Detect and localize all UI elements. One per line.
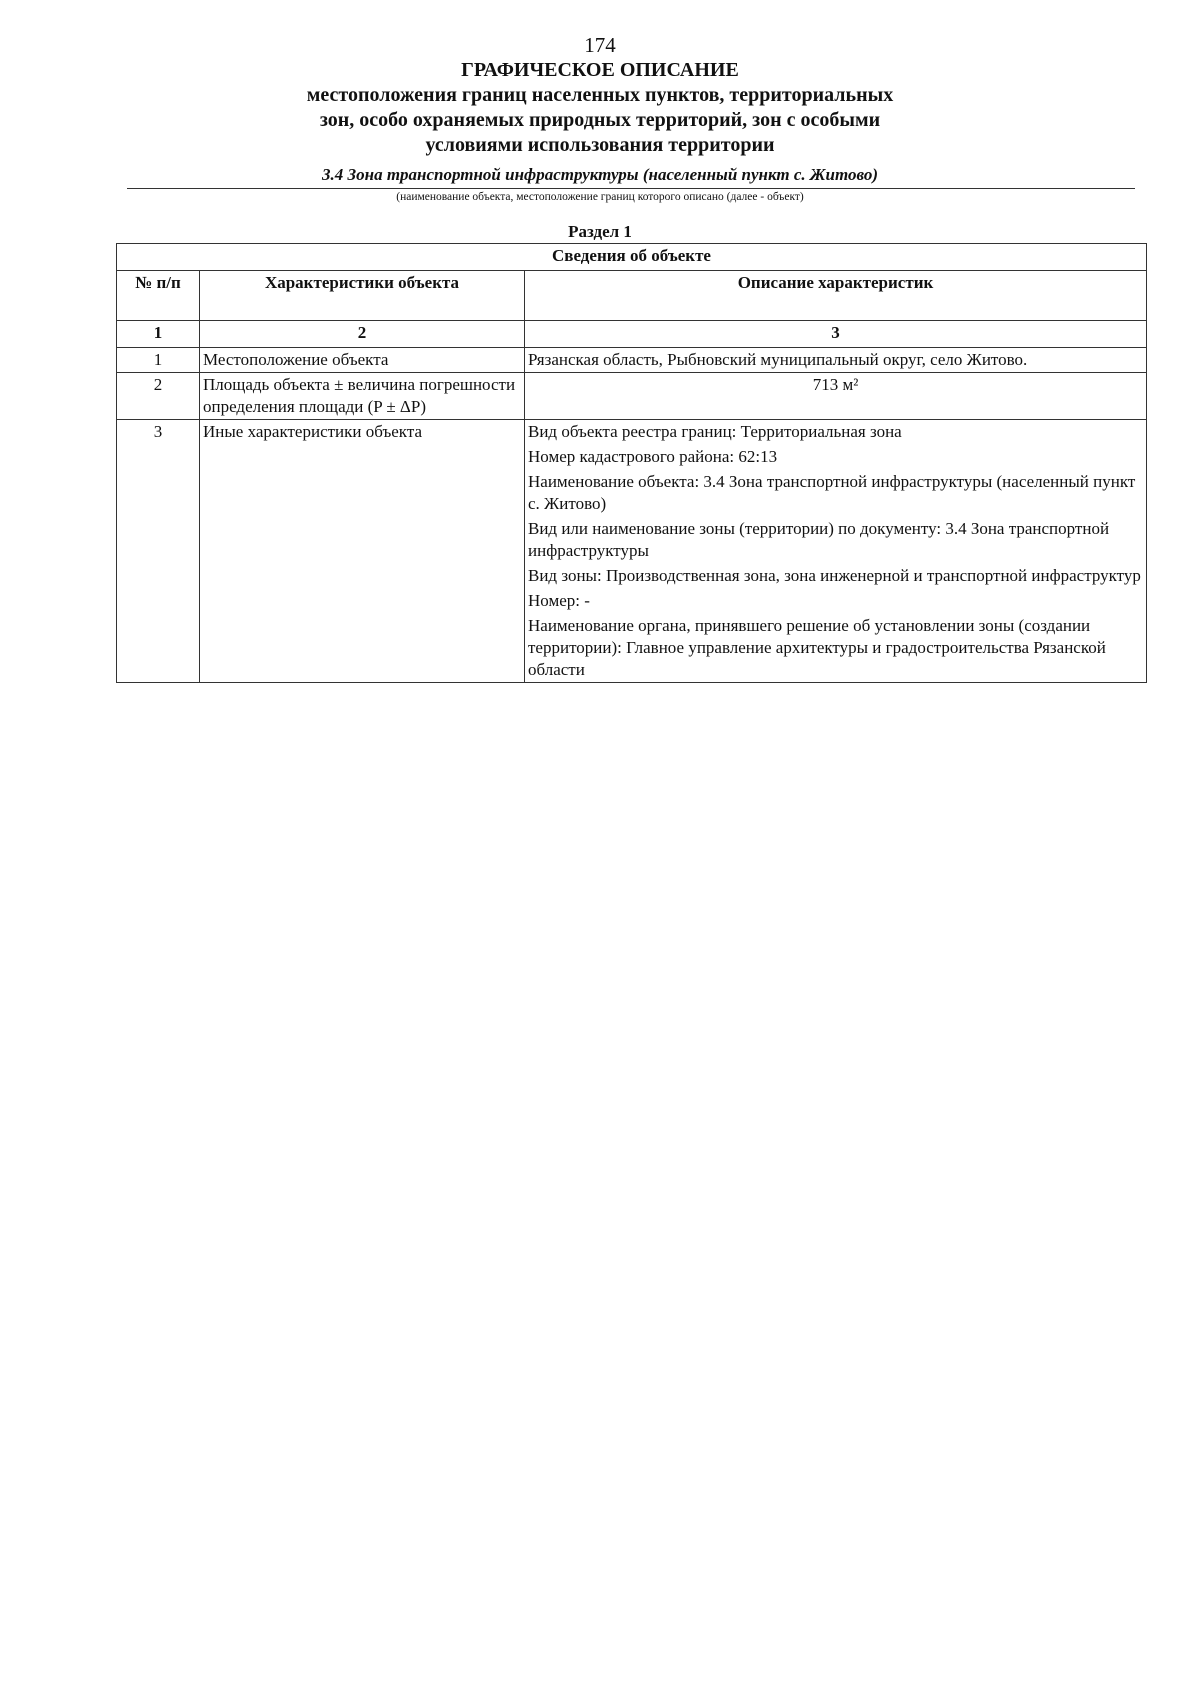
object-name: 3.4 Зона транспортной инфраструктуры (населенный пункт с. Житово) — [322, 165, 878, 184]
table-row — [117, 373, 1147, 420]
row-number: 3 — [117, 420, 200, 683]
column-number-2: 2 — [200, 321, 525, 348]
column-number-1: 1 — [117, 321, 200, 348]
row-number: 2 — [117, 373, 200, 420]
document-subtitle-line-3: условиями использования территории — [425, 134, 775, 156]
column-header-characteristic: Характеристики объекта — [200, 271, 525, 321]
object-name-caption: (наименование объекта, местоположение границ которого описано (далее - объект) — [396, 191, 804, 203]
table-row — [117, 348, 1147, 373]
table-row — [117, 420, 1147, 683]
row-characteristic: Местоположение объекта — [200, 348, 525, 373]
table-caption: Сведения об объекте — [117, 244, 1147, 271]
description-paragraph: Вид или наименование зоны (территории) по документу: 3.4 Зона транспортной инфраструктуры — [528, 519, 1110, 560]
page-number: 174 — [584, 33, 616, 57]
description-paragraph: Наименование органа, принявшего решение об установлении зоны (создании территории): Главное управление архитектуры и градостроительства Рязанской области — [528, 616, 1106, 679]
description-paragraph: Номер кадастрового района: 62:13 — [528, 447, 778, 466]
description-paragraph: Вид зоны: Производственная зона, зона инженерной и транспортной инфраструктур — [528, 566, 1141, 585]
column-header-number: № п/п — [117, 271, 200, 321]
document-subtitle-line-1: местоположения границ населенных пунктов, территориальных — [306, 84, 894, 106]
row-description: 713 м² — [525, 373, 1147, 420]
table-caption-row — [117, 244, 1147, 271]
document-title: ГРАФИЧЕСКОЕ ОПИСАНИЕ — [461, 59, 739, 81]
row-description — [525, 420, 1147, 683]
column-number-row — [117, 321, 1147, 348]
table-header-row — [117, 271, 1147, 321]
column-number-3: 3 — [525, 321, 1147, 348]
column-header-description: Описание характеристик — [525, 271, 1147, 321]
description-paragraph: Наименование объекта: 3.4 Зона транспортной инфраструктуры (населенный пункт с. Житово) — [528, 472, 1136, 513]
section-title: Раздел 1 — [568, 222, 632, 241]
description-paragraph: Номер: - — [528, 591, 590, 610]
description-paragraph: Вид объекта реестра границ: Территориальная зона — [528, 422, 902, 441]
object-info-table — [116, 243, 1147, 683]
row-characteristic: Иные характеристики объекта — [200, 420, 525, 683]
row-description: Рязанская область, Рыбновский муниципальный округ, село Житово. — [525, 348, 1147, 373]
row-characteristic: Площадь объекта ± величина погрешности определения площади (P ± ΔP) — [200, 373, 525, 420]
row-number: 1 — [117, 348, 200, 373]
document-header — [0, 58, 1200, 158]
document-subtitle-line-2: зон, особо охраняемых природных территорий, зон с особыми — [319, 109, 881, 131]
object-name-underline — [127, 188, 1135, 189]
